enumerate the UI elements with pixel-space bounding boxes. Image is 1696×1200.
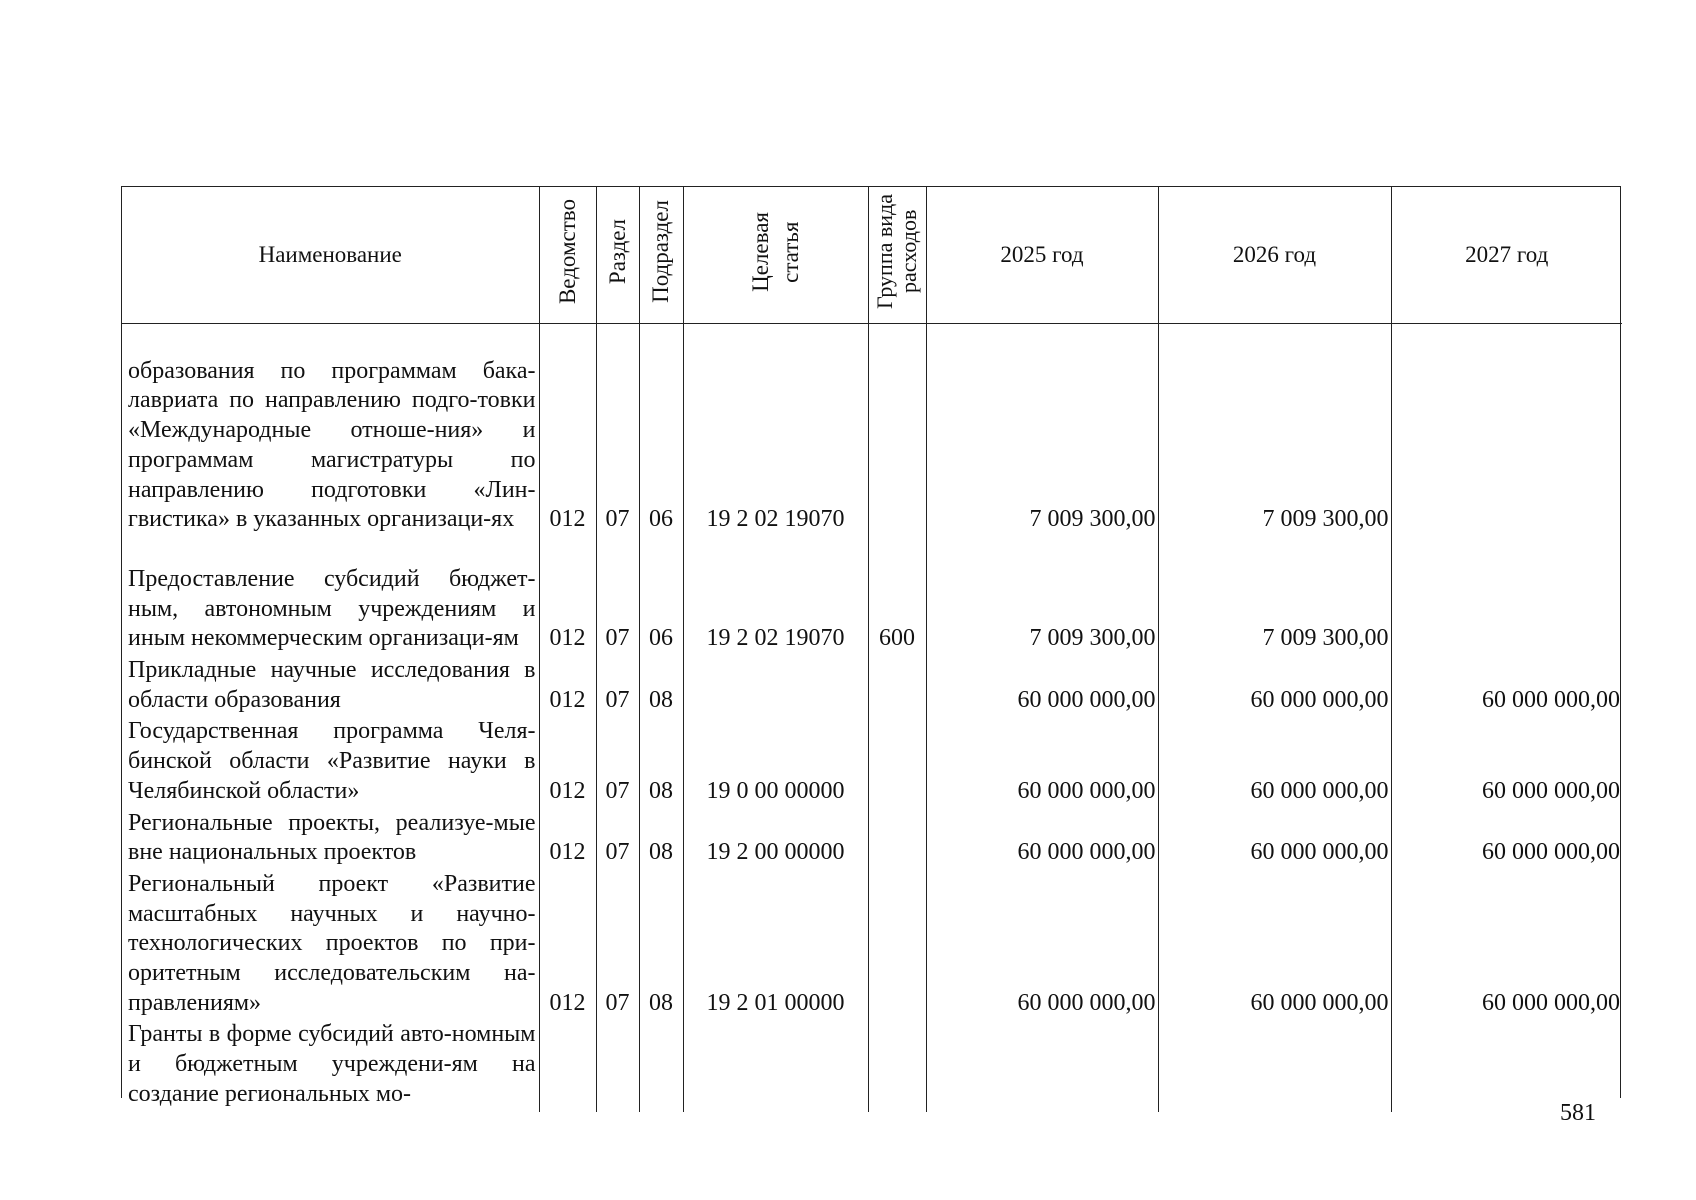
row-gruppa	[868, 656, 926, 717]
row-gruppa	[868, 1020, 926, 1111]
row-2026: 60 000 000,00	[1158, 870, 1391, 1021]
header-vedomstvo-label: Ведомство	[554, 199, 580, 305]
table-row	[122, 1020, 1622, 1111]
row-gruppa: 600	[868, 537, 926, 656]
row-2027: 60 000 000,00	[1391, 717, 1622, 808]
row-name: Региональные проекты, реализуе-мые вне национальных проектов	[128, 809, 536, 866]
row-celevaya-statya: 19 0 00 00000	[683, 717, 868, 808]
header-razdel-label: Раздел	[604, 219, 630, 285]
row-2027	[1391, 537, 1622, 656]
header-2026: 2026 год	[1158, 187, 1391, 323]
row-2025: 60 000 000,00	[926, 809, 1158, 870]
row-podrazdel	[639, 1020, 683, 1111]
row-podrazdel: 08	[639, 809, 683, 870]
row-gruppa	[868, 717, 926, 808]
table-row	[122, 717, 1622, 808]
row-name: Государственная программа Челя-бинской области «Развитие науки в Челябинской области»	[128, 718, 536, 804]
row-2025: 60 000 000,00	[926, 656, 1158, 717]
row-2025: 60 000 000,00	[926, 870, 1158, 1021]
budget-table-frame	[121, 186, 1621, 1107]
row-celevaya-statya	[683, 656, 868, 717]
row-vedomstvo: 012	[539, 809, 596, 870]
row-gruppa	[868, 323, 926, 537]
header-podrazdel	[639, 187, 683, 323]
row-celevaya-statya: 19 2 00 00000	[683, 809, 868, 870]
row-name: Прикладные научные исследования в области образования	[128, 657, 536, 713]
row-2027	[1391, 1020, 1622, 1111]
row-razdel: 07	[596, 870, 639, 1021]
row-name: Предоставление субсидий бюджет-ным, автономным учреждениям и иным некоммерческим организаци-ям	[128, 565, 536, 652]
row-2026: 60 000 000,00	[1158, 717, 1391, 808]
table-header-row	[122, 187, 1622, 323]
header-celevaya-statya	[683, 187, 868, 323]
table-row	[122, 323, 1622, 537]
header-2027: 2027 год	[1391, 187, 1622, 323]
row-vedomstvo: 012	[539, 323, 596, 537]
row-2027	[1391, 323, 1622, 537]
row-podrazdel: 08	[639, 656, 683, 717]
row-name: образования по программам бака-лавриата по направлению подго-товки «Международные отноше-ния» и программам магистратуры по направлению подготовки «Лин-гвистика» в указанных организаци-ях	[128, 357, 536, 533]
row-gruppa	[868, 809, 926, 870]
row-2026	[1158, 1020, 1391, 1111]
row-celevaya-statya: 19 2 02 19070	[683, 323, 868, 537]
row-razdel: 07	[596, 323, 639, 537]
header-celevaya-label: Целевая статья	[747, 211, 803, 292]
row-name: Региональный проект «Развитие масштабных научных и научно-технологических проектов по при-оритетным исследовательским на-правлениям»	[128, 870, 536, 1016]
row-vedomstvo: 012	[539, 656, 596, 717]
row-podrazdel: 08	[639, 870, 683, 1021]
header-name: Наименование	[122, 187, 539, 323]
page-number: 581	[1560, 1100, 1596, 1126]
row-2027: 60 000 000,00	[1391, 809, 1622, 870]
header-gruppa-vida-rashodov	[868, 187, 926, 323]
row-vedomstvo	[539, 1020, 596, 1111]
row-2026: 7 009 300,00	[1158, 537, 1391, 656]
header-podrazdel-label: Подраздел	[648, 200, 673, 304]
header-2025: 2025 год	[926, 187, 1158, 323]
row-razdel	[596, 1020, 639, 1111]
header-gruppa-label: Группа вида расходов	[872, 194, 921, 310]
row-2027: 60 000 000,00	[1391, 656, 1622, 717]
row-2026: 7 009 300,00	[1158, 323, 1391, 537]
row-2025	[926, 1020, 1158, 1111]
row-vedomstvo: 012	[539, 537, 596, 656]
row-2026: 60 000 000,00	[1158, 809, 1391, 870]
row-razdel: 07	[596, 809, 639, 870]
table-row	[122, 656, 1622, 717]
row-2025: 7 009 300,00	[926, 537, 1158, 656]
budget-table	[122, 187, 1622, 1112]
row-2026: 60 000 000,00	[1158, 656, 1391, 717]
row-2025: 7 009 300,00	[926, 323, 1158, 537]
row-2027: 60 000 000,00	[1391, 870, 1622, 1021]
row-podrazdel: 08	[639, 717, 683, 808]
row-razdel: 07	[596, 717, 639, 808]
row-celevaya-statya: 19 2 01 00000	[683, 870, 868, 1021]
row-vedomstvo: 012	[539, 717, 596, 808]
header-razdel	[596, 187, 639, 323]
header-vedomstvo	[539, 187, 596, 323]
row-name: Гранты в форме субсидий авто-номным и бюджетным учреждени-ям на создание региональных мо-	[128, 1021, 536, 1107]
row-celevaya-statya	[683, 1020, 868, 1111]
row-2025: 60 000 000,00	[926, 717, 1158, 808]
table-row	[122, 537, 1622, 656]
row-vedomstvo: 012	[539, 870, 596, 1021]
row-gruppa	[868, 870, 926, 1021]
row-podrazdel: 06	[639, 323, 683, 537]
row-razdel: 07	[596, 656, 639, 717]
table-row	[122, 870, 1622, 1021]
row-celevaya-statya: 19 2 02 19070	[683, 537, 868, 656]
row-razdel: 07	[596, 537, 639, 656]
row-podrazdel: 06	[639, 537, 683, 656]
table-row	[122, 809, 1622, 870]
